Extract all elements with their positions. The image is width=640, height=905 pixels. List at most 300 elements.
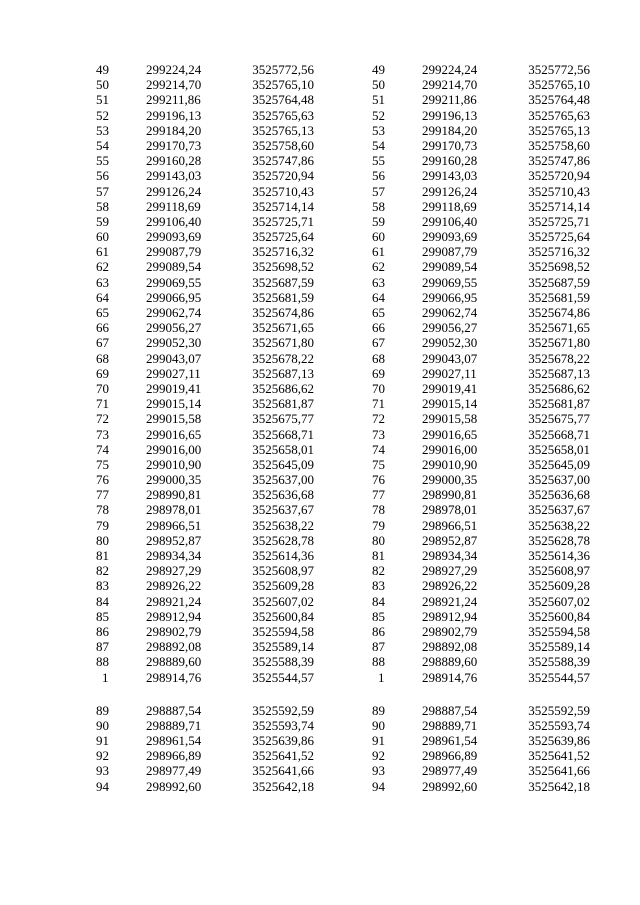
point-number: 63	[96, 274, 109, 290]
coordinate-row	[372, 229, 590, 244]
coordinate-row	[96, 578, 314, 593]
x-coordinate: 298978,01	[422, 502, 478, 518]
x-coordinate: 298887,54	[146, 702, 202, 718]
y-coordinate: 3525628,78	[528, 532, 590, 548]
x-coordinate: 299066,95	[422, 289, 478, 305]
x-coordinate: 298927,29	[146, 563, 202, 579]
y-coordinate: 3525725,64	[252, 229, 314, 245]
x-coordinate: 298990,81	[146, 487, 202, 503]
y-coordinate: 3525544,57	[252, 669, 314, 685]
x-coordinate: 298952,87	[422, 532, 478, 548]
y-coordinate: 3525614,36	[528, 548, 590, 563]
point-number: 88	[372, 654, 385, 670]
y-coordinate: 3525675,77	[252, 411, 314, 427]
y-coordinate: 3525725,64	[528, 229, 590, 245]
coordinate-row	[372, 763, 590, 778]
x-coordinate: 299143,03	[422, 168, 478, 184]
point-number: 74	[372, 441, 385, 457]
point-number: 70	[372, 380, 385, 396]
coordinate-row	[372, 396, 590, 411]
coordinate-row	[372, 335, 590, 350]
x-coordinate: 299184,20	[146, 122, 202, 138]
x-coordinate: 298902,79	[422, 623, 478, 639]
y-coordinate: 3525636,68	[528, 487, 590, 503]
point-number: 77	[372, 487, 385, 503]
x-coordinate: 298921,24	[422, 593, 478, 609]
point-number: 71	[372, 396, 385, 412]
y-coordinate: 3525593,74	[252, 717, 314, 733]
x-coordinate: 299052,30	[422, 335, 478, 351]
point-number: 60	[372, 229, 385, 245]
y-coordinate: 3525600,84	[528, 608, 590, 624]
point-number: 73	[96, 426, 109, 442]
point-number: 92	[96, 748, 109, 764]
coordinate-row	[372, 138, 590, 153]
coordinate-row	[96, 305, 314, 320]
y-coordinate: 3525725,71	[528, 213, 590, 229]
x-coordinate: 298961,54	[422, 733, 478, 749]
y-coordinate: 3525716,32	[528, 244, 590, 260]
y-coordinate: 3525725,71	[252, 213, 314, 229]
y-coordinate: 3525686,62	[252, 380, 314, 396]
point-number: 52	[96, 107, 109, 123]
x-coordinate: 298934,34	[422, 548, 478, 563]
point-number: 52	[372, 107, 385, 123]
coordinate-row	[96, 320, 314, 335]
point-number: 86	[96, 623, 109, 639]
coordinate-row	[372, 214, 590, 229]
y-coordinate: 3525765,10	[252, 77, 314, 93]
x-coordinate: 299214,70	[422, 77, 478, 93]
y-coordinate: 3525641,52	[528, 748, 590, 764]
y-coordinate: 3525765,63	[528, 107, 590, 123]
y-coordinate: 3525544,57	[528, 669, 590, 685]
coordinate-row	[96, 290, 314, 305]
x-coordinate: 299016,65	[422, 426, 478, 442]
coordinate-row	[372, 563, 590, 578]
coordinate-row	[96, 153, 314, 168]
point-number: 62	[96, 259, 109, 275]
y-coordinate: 3525671,65	[528, 320, 590, 336]
x-coordinate: 298966,51	[146, 517, 202, 533]
x-coordinate: 299087,79	[422, 244, 478, 260]
coordinate-row	[96, 229, 314, 244]
y-coordinate: 3525589,14	[252, 639, 314, 655]
y-coordinate: 3525765,13	[528, 122, 590, 138]
x-coordinate: 299019,41	[422, 380, 478, 396]
coordinate-row	[372, 733, 590, 748]
coordinate-row	[96, 108, 314, 123]
coordinate-row	[96, 411, 314, 426]
x-coordinate: 299089,54	[146, 259, 202, 275]
coordinate-row	[96, 168, 314, 183]
point-number: 91	[96, 733, 109, 749]
x-coordinate: 298992,60	[422, 778, 478, 794]
coordinate-row	[372, 123, 590, 138]
point-number: 70	[96, 380, 109, 396]
x-coordinate: 299106,40	[146, 213, 202, 229]
point-number: 67	[96, 335, 109, 351]
y-coordinate: 3525637,67	[528, 502, 590, 518]
coordinate-row	[96, 548, 314, 563]
coordinate-row	[372, 199, 590, 214]
point-number: 1	[102, 669, 109, 685]
point-number: 53	[372, 122, 385, 138]
y-coordinate: 3525671,80	[252, 335, 314, 351]
point-number: 50	[372, 77, 385, 93]
x-coordinate: 299160,28	[422, 153, 478, 169]
coordinate-row	[372, 533, 590, 548]
y-coordinate: 3525698,52	[528, 259, 590, 275]
point-number: 86	[372, 623, 385, 639]
y-coordinate: 3525600,84	[252, 608, 314, 624]
point-number: 66	[96, 320, 109, 336]
coordinate-row	[96, 427, 314, 442]
point-number: 82	[96, 563, 109, 579]
x-coordinate: 299093,69	[422, 229, 478, 245]
point-number: 1	[378, 669, 385, 685]
y-coordinate: 3525681,87	[252, 396, 314, 412]
coordinate-row	[372, 275, 590, 290]
y-coordinate: 3525772,56	[528, 62, 590, 77]
coordinate-row	[372, 62, 590, 77]
point-number: 89	[372, 702, 385, 718]
point-number: 62	[372, 259, 385, 275]
coordinate-row	[372, 77, 590, 92]
coordinate-row	[372, 153, 590, 168]
y-coordinate: 3525714,14	[528, 198, 590, 214]
y-coordinate: 3525638,22	[528, 517, 590, 533]
y-coordinate: 3525588,39	[252, 654, 314, 670]
y-coordinate: 3525636,68	[252, 487, 314, 503]
point-number: 72	[372, 411, 385, 427]
x-coordinate: 299211,86	[422, 92, 477, 108]
point-number: 54	[96, 137, 109, 153]
coordinate-row	[372, 366, 590, 381]
coordinate-row	[372, 548, 590, 563]
y-coordinate: 3525686,62	[528, 380, 590, 396]
y-coordinate: 3525674,86	[528, 305, 590, 320]
point-number: 57	[96, 183, 109, 199]
point-number: 80	[96, 532, 109, 548]
coordinate-row	[96, 457, 314, 472]
point-number: 49	[96, 62, 109, 77]
coordinate-row	[372, 670, 590, 685]
x-coordinate: 299118,69	[422, 198, 477, 214]
point-number: 64	[372, 289, 385, 305]
x-coordinate: 299087,79	[146, 244, 202, 260]
x-coordinate: 298977,49	[146, 763, 202, 779]
x-coordinate: 298914,76	[422, 669, 478, 685]
point-number: 67	[372, 335, 385, 351]
point-number: 78	[372, 502, 385, 518]
point-number: 69	[372, 365, 385, 381]
coordinate-row	[96, 77, 314, 92]
point-number: 84	[372, 593, 385, 609]
coordinate-row	[96, 639, 314, 654]
y-coordinate: 3525720,94	[252, 168, 314, 184]
y-coordinate: 3525658,01	[528, 441, 590, 457]
point-number: 79	[372, 517, 385, 533]
y-coordinate: 3525681,87	[528, 396, 590, 412]
x-coordinate: 299224,24	[146, 62, 202, 77]
x-coordinate: 299016,00	[146, 441, 202, 457]
x-coordinate: 298961,54	[146, 733, 202, 749]
x-coordinate: 298889,71	[146, 717, 202, 733]
point-number: 58	[96, 198, 109, 214]
y-coordinate: 3525765,13	[252, 122, 314, 138]
x-coordinate: 299069,55	[146, 274, 202, 290]
point-number: 82	[372, 563, 385, 579]
y-coordinate: 3525642,18	[252, 778, 314, 794]
point-number: 85	[96, 608, 109, 624]
y-coordinate: 3525614,36	[252, 548, 314, 563]
point-number: 60	[96, 229, 109, 245]
x-coordinate: 299126,24	[422, 183, 478, 199]
point-number: 80	[372, 532, 385, 548]
point-number: 63	[372, 274, 385, 290]
y-coordinate: 3525678,22	[528, 350, 590, 366]
y-coordinate: 3525628,78	[252, 532, 314, 548]
coordinate-row	[372, 748, 590, 763]
coordinate-row	[96, 594, 314, 609]
y-coordinate: 3525594,58	[528, 623, 590, 639]
y-coordinate: 3525638,22	[252, 517, 314, 533]
coordinate-row	[96, 748, 314, 763]
y-coordinate: 3525639,86	[252, 733, 314, 749]
coordinate-row	[96, 533, 314, 548]
point-number: 72	[96, 411, 109, 427]
point-number: 61	[96, 244, 109, 260]
y-coordinate: 3525658,01	[252, 441, 314, 457]
point-number: 59	[96, 213, 109, 229]
x-coordinate: 298977,49	[422, 763, 478, 779]
point-number: 76	[372, 472, 385, 488]
coordinate-row	[372, 168, 590, 183]
x-coordinate: 298992,60	[146, 778, 202, 794]
x-coordinate: 299089,54	[422, 259, 478, 275]
coordinate-row	[372, 472, 590, 487]
x-coordinate: 298978,01	[146, 502, 202, 518]
point-number: 89	[96, 702, 109, 718]
x-coordinate: 299015,14	[422, 396, 478, 412]
x-coordinate: 299196,13	[146, 107, 202, 123]
point-number: 94	[96, 778, 109, 794]
point-number: 76	[96, 472, 109, 488]
x-coordinate: 298887,54	[422, 702, 478, 718]
point-number: 88	[96, 654, 109, 670]
x-coordinate: 298926,22	[146, 578, 202, 594]
coordinate-row	[372, 259, 590, 274]
x-coordinate: 299160,28	[146, 153, 202, 169]
coordinates-table-left	[96, 62, 314, 794]
x-coordinate: 299069,55	[422, 274, 478, 290]
point-number: 90	[372, 717, 385, 733]
y-coordinate: 3525641,66	[252, 763, 314, 779]
point-number: 61	[372, 244, 385, 260]
point-number: 68	[96, 350, 109, 366]
point-number: 81	[96, 548, 109, 563]
y-coordinate: 3525637,00	[528, 472, 590, 488]
coordinate-row	[96, 654, 314, 669]
x-coordinate: 298926,22	[422, 578, 478, 594]
coordinate-row	[372, 290, 590, 305]
x-coordinate: 299056,27	[422, 320, 478, 336]
point-number: 55	[96, 153, 109, 169]
coordinate-row	[96, 718, 314, 733]
x-coordinate: 299056,27	[146, 320, 202, 336]
coordinate-row	[96, 92, 314, 107]
y-coordinate: 3525681,59	[528, 289, 590, 305]
coordinate-row	[372, 351, 590, 366]
point-number: 84	[96, 593, 109, 609]
x-coordinate: 298952,87	[146, 532, 202, 548]
y-coordinate: 3525589,14	[528, 639, 590, 655]
coordinate-row	[372, 609, 590, 624]
point-number: 77	[96, 487, 109, 503]
coordinate-row	[96, 381, 314, 396]
y-coordinate: 3525674,86	[252, 305, 314, 320]
point-number: 74	[96, 441, 109, 457]
x-coordinate: 299016,65	[146, 426, 202, 442]
coordinate-row	[372, 427, 590, 442]
coordinate-row	[96, 335, 314, 350]
x-coordinate: 299027,11	[146, 365, 201, 381]
y-coordinate: 3525758,60	[252, 137, 314, 153]
coordinate-row	[96, 563, 314, 578]
x-coordinate: 299010,90	[422, 456, 478, 472]
x-coordinate: 299052,30	[146, 335, 202, 351]
point-number: 51	[372, 92, 385, 108]
coordinate-row	[96, 518, 314, 533]
point-number: 69	[96, 365, 109, 381]
y-coordinate: 3525608,97	[528, 563, 590, 579]
coordinate-row	[372, 108, 590, 123]
x-coordinate: 299118,69	[146, 198, 201, 214]
point-number: 66	[372, 320, 385, 336]
point-number: 56	[372, 168, 385, 184]
y-coordinate: 3525593,74	[528, 717, 590, 733]
point-number: 68	[372, 350, 385, 366]
x-coordinate: 298990,81	[422, 487, 478, 503]
coordinate-row	[372, 92, 590, 107]
coordinate-row	[372, 502, 590, 517]
coordinate-row	[372, 578, 590, 593]
point-number: 71	[96, 396, 109, 412]
x-coordinate: 298889,60	[146, 654, 202, 670]
coordinates-table-right	[372, 62, 590, 794]
x-coordinate: 298934,34	[146, 548, 202, 563]
x-coordinate: 299106,40	[422, 213, 478, 229]
coordinate-row	[372, 654, 590, 669]
x-coordinate: 299184,20	[422, 122, 478, 138]
point-number: 65	[372, 305, 385, 320]
y-coordinate: 3525714,14	[252, 198, 314, 214]
y-coordinate: 3525608,97	[252, 563, 314, 579]
coordinate-row	[372, 703, 590, 718]
y-coordinate: 3525687,59	[528, 274, 590, 290]
coordinate-row	[96, 123, 314, 138]
x-coordinate: 299126,24	[146, 183, 202, 199]
point-number: 56	[96, 168, 109, 184]
coordinate-row	[372, 624, 590, 639]
coordinate-row	[96, 487, 314, 502]
x-coordinate: 298914,76	[146, 669, 202, 685]
coordinate-row	[96, 624, 314, 639]
point-number: 83	[372, 578, 385, 594]
x-coordinate: 298892,08	[422, 639, 478, 655]
x-coordinate: 298966,89	[146, 748, 202, 764]
y-coordinate: 3525765,63	[252, 107, 314, 123]
coordinate-row	[372, 442, 590, 457]
point-number: 73	[372, 426, 385, 442]
y-coordinate: 3525698,52	[252, 259, 314, 275]
y-coordinate: 3525607,02	[252, 593, 314, 609]
coordinate-row	[96, 502, 314, 517]
y-coordinate: 3525639,86	[528, 733, 590, 749]
y-coordinate: 3525764,48	[252, 92, 314, 108]
y-coordinate: 3525642,18	[528, 778, 590, 794]
coordinate-row	[372, 779, 590, 794]
point-number: 51	[96, 92, 109, 108]
point-number: 91	[372, 733, 385, 749]
y-coordinate: 3525678,22	[252, 350, 314, 366]
x-coordinate: 298889,60	[422, 654, 478, 670]
coordinate-row	[96, 670, 314, 685]
point-number: 75	[372, 456, 385, 472]
y-coordinate: 3525675,77	[528, 411, 590, 427]
x-coordinate: 299224,24	[422, 62, 478, 77]
point-number: 85	[372, 608, 385, 624]
x-coordinate: 299196,13	[422, 107, 478, 123]
x-coordinate: 298889,71	[422, 717, 478, 733]
x-coordinate: 299066,95	[146, 289, 202, 305]
coordinate-row	[372, 457, 590, 472]
coordinate-row	[372, 594, 590, 609]
point-number: 87	[372, 639, 385, 655]
coordinate-row	[96, 366, 314, 381]
x-coordinate: 299211,86	[146, 92, 201, 108]
x-coordinate: 299016,00	[422, 441, 478, 457]
x-coordinate: 298912,94	[422, 608, 478, 624]
y-coordinate: 3525588,39	[528, 654, 590, 670]
coordinate-row	[372, 718, 590, 733]
y-coordinate: 3525609,28	[252, 578, 314, 594]
coordinate-row	[372, 381, 590, 396]
coordinate-row	[372, 305, 590, 320]
point-number: 83	[96, 578, 109, 594]
x-coordinate: 298912,94	[146, 608, 202, 624]
y-coordinate: 3525592,59	[528, 702, 590, 718]
coordinate-row	[96, 442, 314, 457]
x-coordinate: 298966,51	[422, 517, 478, 533]
coordinate-row	[96, 199, 314, 214]
coordinate-row	[372, 184, 590, 199]
x-coordinate: 299043,07	[146, 350, 202, 366]
point-number: 90	[96, 717, 109, 733]
y-coordinate: 3525720,94	[528, 168, 590, 184]
y-coordinate: 3525594,58	[252, 623, 314, 639]
x-coordinate: 299019,41	[146, 380, 202, 396]
x-coordinate: 299214,70	[146, 77, 202, 93]
y-coordinate: 3525645,09	[252, 456, 314, 472]
coordinate-row	[96, 396, 314, 411]
point-number: 59	[372, 213, 385, 229]
x-coordinate: 299015,14	[146, 396, 202, 412]
coordinate-row	[96, 472, 314, 487]
point-number: 49	[372, 62, 385, 77]
x-coordinate: 299000,35	[422, 472, 478, 488]
